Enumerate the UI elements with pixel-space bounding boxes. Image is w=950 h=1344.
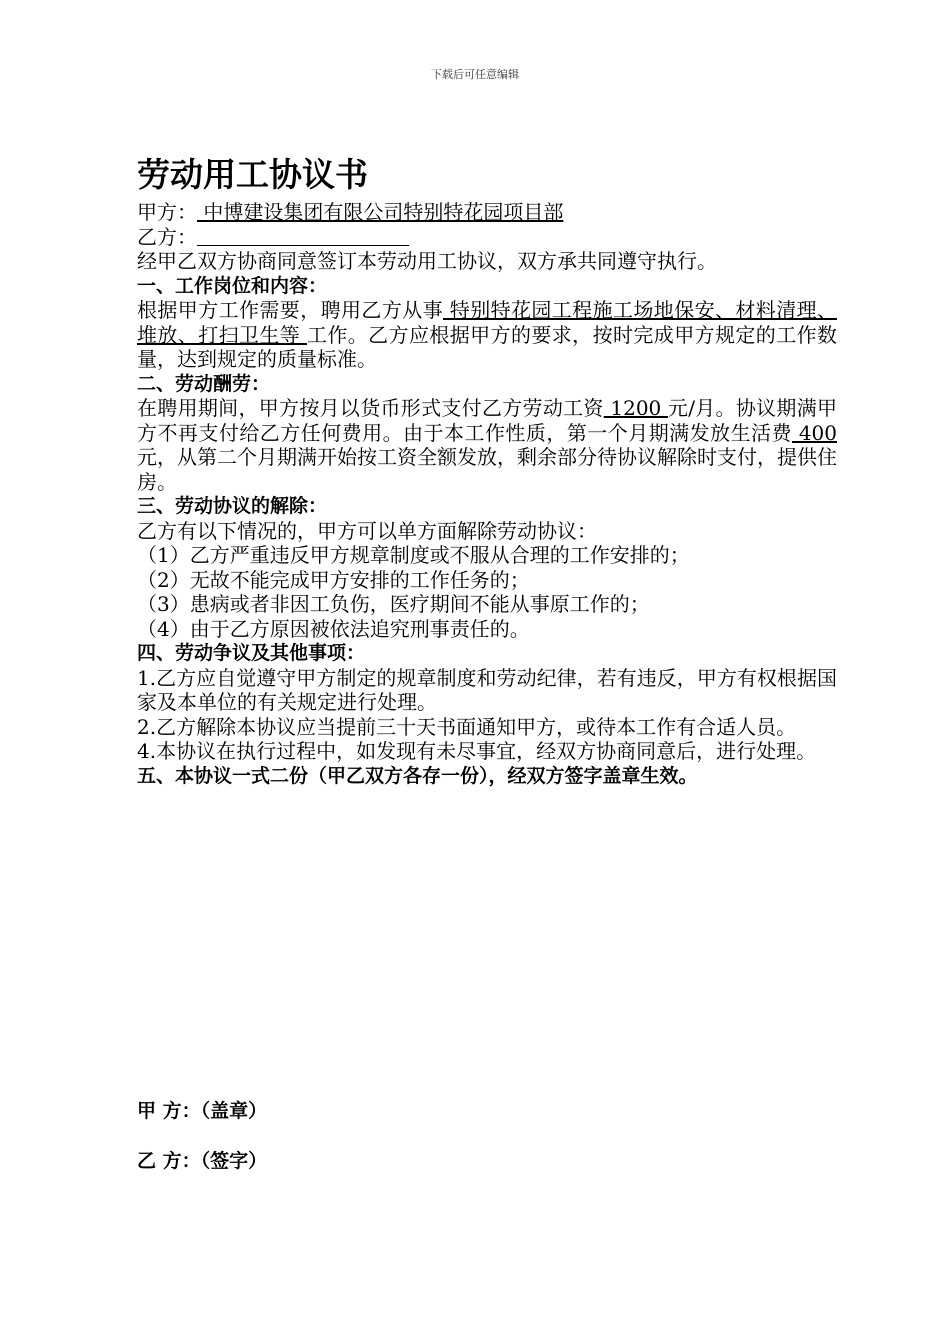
- job-description: 特别特花园工程施工场地保安、材料清理、堆放、打扫卫生等: [137, 298, 838, 347]
- party-a-line: [137, 200, 837, 225]
- party-a-value: 中博建设集团有限公司特别特花园项目部: [197, 200, 564, 224]
- party-b-line: [137, 225, 837, 250]
- section3-item: （2）无故不能完成甲方安排的工作任务的；: [137, 567, 530, 592]
- section4-item: 2.乙方解除本协议应当提前三十天书面通知甲方，或待本工作有合适人员。: [137, 714, 797, 739]
- document-body: [137, 150, 837, 788]
- living-allowance: 400: [792, 420, 837, 445]
- document-title: 劳动用工协议书: [137, 155, 368, 194]
- section4-item: 1.乙方应自觉遵守甲方制定的规章制度和劳动纪律，若有违反，甲方有权根据国家及本单位的有关规定进行处理。: [137, 665, 837, 714]
- section3-item: （3）患病或者非因工负伤，医疗期间不能从事原工作的；: [137, 592, 650, 616]
- party-a-label: 甲方：: [137, 200, 197, 224]
- party-b-signature: 乙 方：（签字）: [137, 1150, 268, 1172]
- party-b-blank: [197, 227, 409, 246]
- section3-heading: 三、劳动协议的解除：: [137, 495, 328, 517]
- section1-text-a: 根据甲方工作需要，聘用乙方从事: [137, 298, 444, 322]
- section2-text: [137, 396, 837, 494]
- wage-amount: 1200: [603, 396, 668, 420]
- section1-heading: 一、工作岗位和内容：: [137, 274, 328, 297]
- party-a-signature: 甲 方：（盖章）: [137, 1100, 268, 1122]
- section2-text-c: 元，从第二个月期满开始按工资全额发放，剩余部分待协议解除时支付，提供住房。: [137, 445, 837, 494]
- party-b-label: 乙方：: [137, 224, 197, 249]
- section1-text-b: 工作。乙方应根据甲方的要求，按时完成甲方规定的工作数量，达到规定的质量标准。: [137, 322, 837, 371]
- section3-item: （1）乙方严重违反甲方规章制度或不服从合理的工作安排的；: [137, 543, 690, 567]
- section1-text: [137, 298, 837, 372]
- section2-text-a: 在聘用期间，甲方按月以货币形式支付乙方劳动工资: [137, 396, 604, 420]
- section4-heading: 四、劳动争议及其他事项：: [137, 642, 366, 664]
- intro-text: 经甲乙双方协商同意签订本劳动用工协议，双方承共同遵守执行。: [137, 249, 717, 273]
- section4-item: 4.本协议在执行过程中，如发现有未尽事宜，经双方协商同意后，进行处理。: [137, 739, 817, 763]
- section2-text-b: 元/月。协议期满甲方不再支付给乙方任何费用。由于本工作性质，第一个月期满发放生活费: [137, 396, 837, 445]
- section3-intro: 乙方有以下情况的，甲方可以单方面解除劳动协议：: [137, 518, 597, 543]
- section5-statement: 五、本协议一式二份（甲乙双方各存一份），经双方签字盖章生效。: [137, 764, 698, 787]
- section3-item: （4）由于乙方原因被依法追究刑事责任的。: [137, 616, 530, 641]
- section2-heading: 二、劳动酬劳：: [137, 372, 271, 395]
- header-note: 下载后可任意编辑: [431, 68, 519, 81]
